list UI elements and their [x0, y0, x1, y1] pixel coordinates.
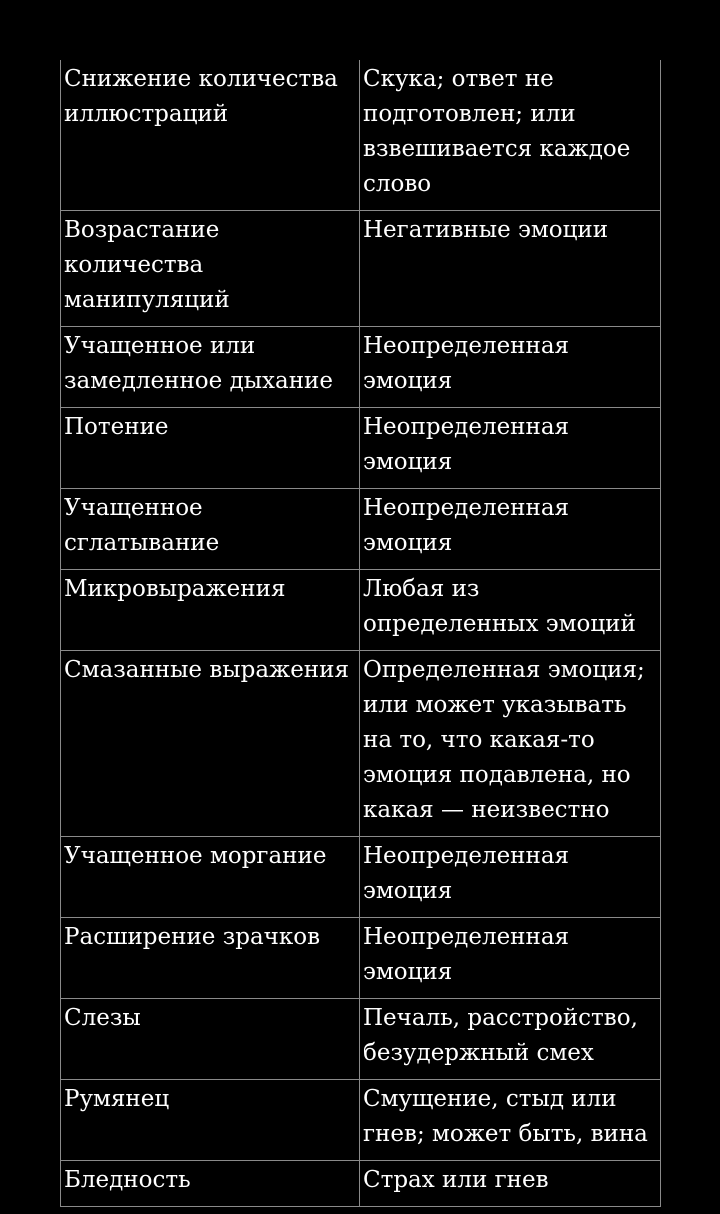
- sign-cell: Потение: [61, 408, 360, 489]
- sign-cell: Слезы: [61, 999, 360, 1080]
- meaning-cell: Смущение, стыд или гнев; может быть, вина: [360, 1080, 661, 1161]
- sign-cell: Смазанные выражения: [61, 651, 360, 837]
- meaning-cell: Неопределенная эмоция: [360, 837, 661, 918]
- sign-cell: Румянец: [61, 1080, 360, 1161]
- meaning-cell: Неопределенная эмоция: [360, 327, 661, 408]
- meaning-cell: Любая из определенных эмоций: [360, 570, 661, 651]
- meaning-cell: Страх или гнев: [360, 1161, 661, 1207]
- meaning-cell: Определенная эмоция; или может указывать на то, что какая-то эмоция подавлена, но какая — неизвестно: [360, 651, 661, 837]
- meaning-cell: Неопределенная эмоция: [360, 489, 661, 570]
- sign-cell: Снижение количества иллюстраций: [61, 60, 360, 211]
- table-row: [61, 327, 661, 408]
- meaning-cell: Неопределенная эмоция: [360, 918, 661, 999]
- table-row: [61, 1161, 661, 1207]
- meaning-cell: Скука; ответ не подготовлен; или взвешивается каждое слово: [360, 60, 661, 211]
- signs-table: [60, 60, 661, 1207]
- table-row: [61, 651, 661, 837]
- table-row: [61, 837, 661, 918]
- table-row: [61, 489, 661, 570]
- table-row: [61, 999, 661, 1080]
- table-row: [61, 211, 661, 327]
- sign-cell: Учащенное моргание: [61, 837, 360, 918]
- signs-table-body: [61, 60, 661, 1207]
- table-row: [61, 570, 661, 651]
- sign-cell: Учащенное сглатывание: [61, 489, 360, 570]
- sign-cell: Возрастание количества манипуляций: [61, 211, 360, 327]
- table-row: [61, 918, 661, 999]
- meaning-cell: Неопределенная эмоция: [360, 408, 661, 489]
- meaning-cell: Печаль, расстройство, безудержный смех: [360, 999, 661, 1080]
- sign-cell: Учащенное или замедленное дыхание: [61, 327, 360, 408]
- table-row: [61, 1080, 661, 1161]
- table-row: [61, 60, 661, 211]
- sign-cell: Бледность: [61, 1161, 360, 1207]
- sign-cell: Расширение зрачков: [61, 918, 360, 999]
- meaning-cell: Негативные эмоции: [360, 211, 661, 327]
- sign-cell: Микровыражения: [61, 570, 360, 651]
- table-row: [61, 408, 661, 489]
